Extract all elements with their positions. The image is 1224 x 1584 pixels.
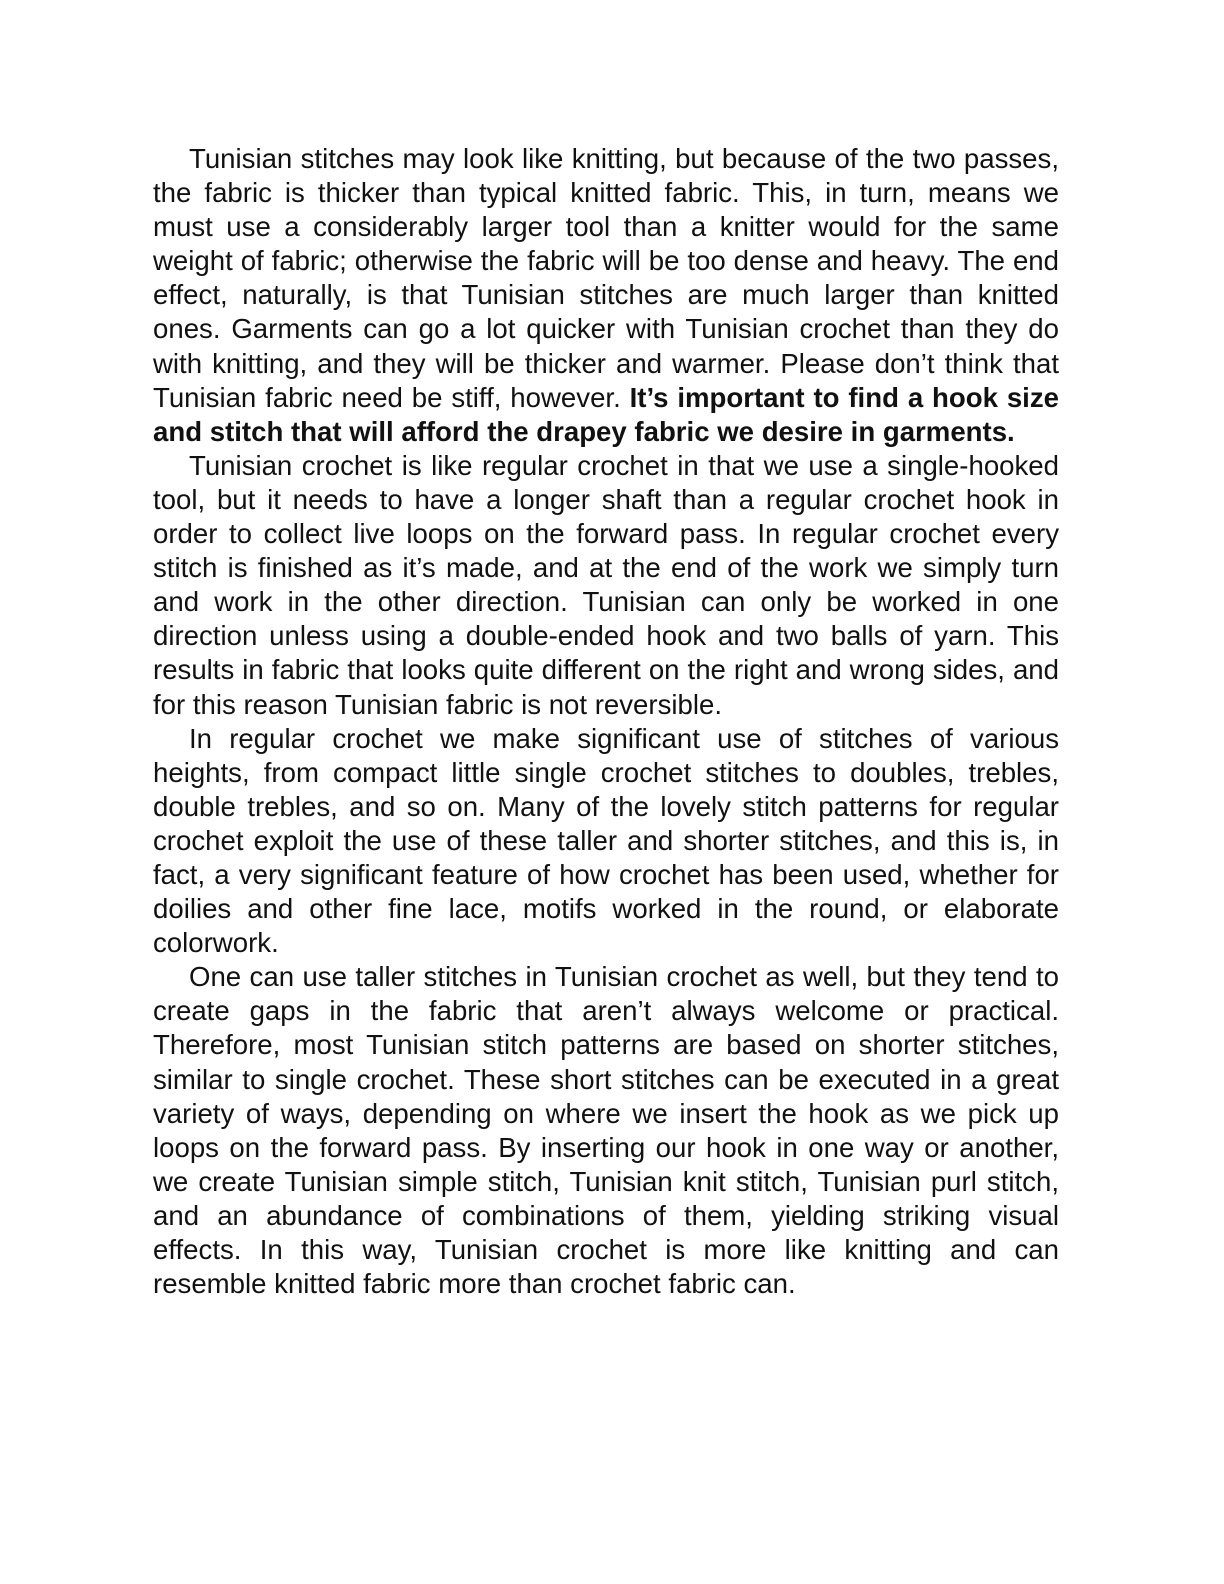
paragraph-2-text: Tunisian crochet is like regular crochet in that we use a single-hooked tool, but it needs to have a longer shaft than a regular crochet hook in order to collect live loops on the forward pass. In regular crochet every stitch is finished as it’s made, and at the end of the work we simply turn and work in the other direction. Tunisian can only be worked in one direction unless using a double-ended hook and two balls of yarn. This results in fabric that looks quite different on the right and wrong sides, and for this reason Tunisian fabric is not reversible.	[153, 449, 1059, 720]
paragraph-1-text: Tunisian stitches may look like knitting, but because of the two passes, the fabric is thicker than typical knitted fabric. This, in turn, means we must use a considerably larger tool than a knitter would for the same weight of fabric; otherwise the fabric will be too dense and heavy. The end effect, naturally, is that Tunisian stitches are much larger than knitted ones. Garments can go a lot quicker with Tunisian crochet than they do with knitting, and they will be thicker and warmer. Please don’t think that Tunisian fabric need be stiff, however.	[153, 143, 1059, 413]
paragraph-3	[153, 722, 1059, 961]
paragraph-1	[153, 142, 1059, 449]
paragraph-3-text: In regular crochet we make significant use of stitches of various heights, from compact little single crochet stitches to doubles, trebles, double trebles, and so on. Many of the lovely stitch patterns for regular crochet exploit the use of these taller and shorter stitches, and this is, in fact, a very significant feature of how crochet has been used, whether for doilies and other fine lace, motifs worked in the round, or elaborate colorwork.	[153, 722, 1059, 959]
paragraph-1-bold-text: It’s important to find a hook size and stitch that will afford the drapey fabric we desire in garments.	[153, 381, 1059, 447]
paragraph-2	[153, 449, 1059, 722]
document-page	[153, 142, 1059, 1301]
paragraph-4	[153, 960, 1059, 1301]
paragraph-4-text: One can use taller stitches in Tunisian crochet as well, but they tend to create gaps in the fabric that aren’t always welcome or practical. Therefore, most Tunisian stitch patterns are based on shorter stitches, similar to single crochet. These short stitches can be executed in a great variety of ways, depending on where we insert the hook as we pick up loops on the forward pass. By inserting our hook in one way or another, we create Tunisian simple stitch, Tunisian knit stitch, Tunisian purl stitch, and an abundance of combinations of them, yielding striking visual effects. In this way, Tunisian crochet is more like knitting and can resemble knitted fabric more than crochet fabric can.	[153, 961, 1059, 1300]
